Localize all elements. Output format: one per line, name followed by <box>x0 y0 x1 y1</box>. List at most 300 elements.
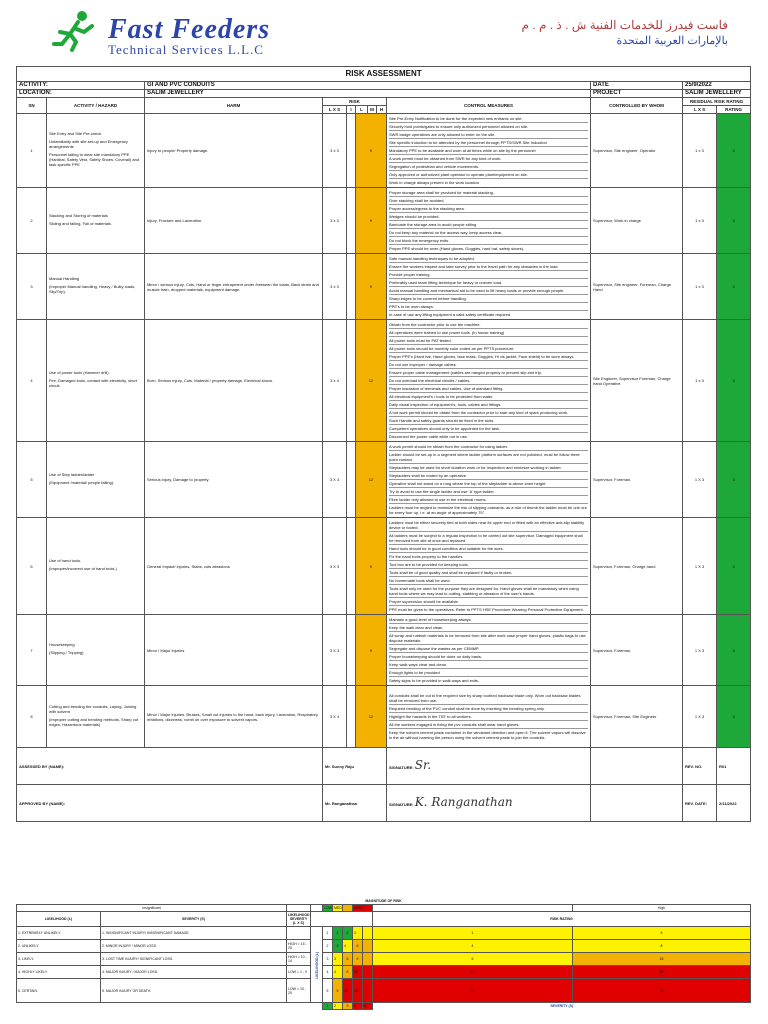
matrix-cell: 6 <box>343 953 353 966</box>
row-harm: General Impact/ injuries, Stabs, cuts abrasions <box>145 518 323 615</box>
activity-line: Use of Step ladder/ladder <box>49 471 95 477</box>
activity-line: Use of hand tools. <box>49 558 82 563</box>
row-activity <box>47 254 145 320</box>
rev-date-value: 2/11/2022 <box>717 785 751 822</box>
row-rating: 3 <box>717 254 751 320</box>
activity-line: (Improper cutting and bending methods, Sharp cut edges, Hazardous materials) <box>49 716 139 727</box>
matrix-severity: 5. MAJOR INJURY OR DEATH. <box>101 979 287 1003</box>
row-score: 12 <box>356 686 387 748</box>
matrix-severity: 1. INSIGNIFICANT INJURY/ INSIGNIFICANT DAMAGE. <box>101 927 287 940</box>
likelihood-head: LIKELIHOOD (L) <box>17 912 101 927</box>
bottom-3: 3 <box>343 1003 353 1010</box>
risk-matrix <box>16 898 751 1010</box>
row-controls <box>387 320 591 442</box>
control-line: All the workers engaged in fixing the pvc conduits shall wear hand gloves. <box>389 721 588 729</box>
row-lxs: 3 x 3 <box>323 254 347 320</box>
location-value: SALIM JEWELLERY <box>145 90 591 98</box>
band-mid <box>343 905 353 912</box>
row-harm: Minor / serious injury, Cuts, Hand or finger entrapment under /between the loads, Back strain and muscle train, dropped materials, equipment damage. <box>145 254 323 320</box>
row-activity <box>47 114 145 188</box>
band-high: HIGH <box>353 905 373 912</box>
control-line: Over stacking shall be avoided. <box>389 197 588 205</box>
control-line: A work permit should be obtain from the contractor for using ladder. <box>389 443 588 451</box>
control-line: PPE must be given to the operatives. Refer to PPTS HSE Procedure Wearing Personal Protective Equipment. <box>389 607 584 612</box>
activity-line: Sliding and falling, Fall of materials. <box>49 220 112 226</box>
risk-assessment-table <box>16 66 751 822</box>
control-line: Security hold points/gates to ensure only authorized personnel allowed on site. <box>389 123 588 131</box>
control-line: Preferably used team lifting technique for heavy or uneven load. <box>389 279 588 287</box>
activity-line: Use of power tools (Hammer drill). <box>49 370 110 375</box>
date-label: DATE <box>591 82 683 90</box>
control-line: Ensure proper cable management (cables are hanged properly to prevent slip and trip. <box>389 369 588 377</box>
activity-line: Unfamiliarity with site set-up and Emergency arrangements <box>49 139 128 149</box>
control-line: All operatives were trained to use power tools. (In house training) <box>389 329 588 337</box>
control-line: Proper access/egress to the stacking area. <box>389 205 588 213</box>
row-rating: 3 <box>717 114 751 188</box>
control-line: All conduits shall be cut to the required size by sharp toothed hacksaw blade only. Worn out hacksaw blades shall be removed from use. <box>389 692 588 705</box>
activity-line: Manual Handling <box>49 276 80 281</box>
row-controls <box>387 114 591 188</box>
matrix-band: LOW = 10 - 20 <box>287 979 311 1003</box>
matrix-cell-extra <box>363 953 373 966</box>
rr-head-spacer <box>373 905 573 912</box>
matrix-cell: 2 <box>333 940 343 953</box>
rr-left: 12 <box>373 966 573 979</box>
col-residual: RESIDUAL RISK RATING <box>683 98 751 106</box>
row-lxs: 3 x 3 <box>323 114 347 188</box>
row-harm: Burn, Serious injury, Cuts, Material / property damage, Electrical shock. <box>145 320 323 442</box>
control-line: Sharp edges to be covered before handling. <box>389 295 588 303</box>
location-label: LOCATION: <box>17 90 145 98</box>
matrix-blank <box>311 912 373 927</box>
row-by-whom: Supervisor, Site engineer, Operator <box>591 114 683 188</box>
rr-left: 1 <box>373 927 573 940</box>
row-i <box>347 615 356 686</box>
matrix-index: 1 <box>323 927 333 940</box>
matrix-band <box>287 927 311 940</box>
row-res-lxs: 1 X 3 <box>683 518 717 615</box>
control-line: A work permit must be obtained from SWR for any kind of work. <box>389 155 588 163</box>
control-line: Competent operatives should only to be appointed for the task. <box>389 425 588 433</box>
col-harm: HARM <box>145 98 323 114</box>
control-line: Such Handle and safety guards should be fixed in the tools. <box>389 417 588 425</box>
matrix-likelihood: 2. UNLIKELY. <box>17 940 101 953</box>
rr-left: 4 <box>373 940 573 953</box>
signature-label-text: SIGNATURE: <box>389 764 414 770</box>
row-harm: Minor / Major Injuries <box>145 615 323 686</box>
activity-line: (Improper/incorrect use of hand tools.) <box>49 566 117 571</box>
row-i <box>347 518 356 615</box>
matrix-severity: 3. LOST TIME INJURY/ SIGNIFICANT LOSS. <box>101 953 287 966</box>
row-by-whom: Supervisor, Site engineer, Foreman, Charge Hand <box>591 254 683 320</box>
row-lxs: 3 X 4 <box>323 686 347 748</box>
control-line: Proper PPE's (Hard hat, Hand gloves, face mask, Goggles, Hi vis jacket, Face shield) to be worn always. <box>389 353 588 361</box>
row-i <box>347 686 356 748</box>
control-line: Ensure the workers inspect and take survey prior to the travel path for any obstacles in the load. <box>389 263 588 271</box>
row-i <box>347 320 356 442</box>
row-res-lxs: 1 X 3 <box>683 686 717 748</box>
matrix-cell: 12 <box>353 966 363 979</box>
matrix-row <box>17 979 751 1003</box>
activity-label: ACTIVITY: <box>17 82 145 90</box>
matrix-band: HIGH = 15 - 25 <box>287 940 311 953</box>
arabic-name: فاست فيدرز للخدمات الفنية ش . ذ . م . م <box>521 18 728 32</box>
assessed-label: ASSESSED BY (NAME): <box>17 748 323 785</box>
row-sn: 2 <box>17 188 47 254</box>
score-head: LIKELIHOOD SEVERITY (L X S) <box>288 913 310 925</box>
letterhead <box>0 0 768 58</box>
row-controls <box>387 442 591 518</box>
matrix-cell-extra <box>363 966 373 979</box>
matrix-likelihood: 3. LIKELY. <box>17 953 101 966</box>
row-i <box>347 254 356 320</box>
row-by-whom: Supervisor, Foreman, Site Engineer <box>591 686 683 748</box>
matrix-cell: 3 <box>353 927 363 940</box>
matrix-cell: 15 <box>353 979 363 1003</box>
control-line: Proper PPE should be worn (Hand gloves, Goggles, hard hat, safety shoes). <box>389 246 525 251</box>
row-lxs: 3 x 3 <box>323 188 347 254</box>
col-sn: SN <box>17 98 47 114</box>
bottom-5: 5 <box>363 1003 373 1010</box>
rev-date-label: REV. DATE: <box>683 785 717 822</box>
control-line: Do not keep any material on the access way, keep access clear. <box>389 229 588 237</box>
arabic-name-2: بالإمارات العربية المتحدة <box>616 35 728 47</box>
activity-line: Site Entry and Site Pre-check <box>49 131 102 136</box>
table-row <box>17 615 751 686</box>
row-activity <box>47 686 145 748</box>
row-sn: 5 <box>17 442 47 518</box>
rr-right: 25 <box>573 979 751 1003</box>
rr-right: 8 <box>573 940 751 953</box>
row-res-lxs: 1 X 3 <box>683 615 717 686</box>
rev-no-value: R01 <box>717 748 751 785</box>
col-activity: ACTIVITY / HAZARD <box>47 98 145 114</box>
matrix-cell-extra <box>363 927 373 940</box>
row-controls <box>387 188 591 254</box>
page-title: RISK ASSESSMENT <box>17 67 751 82</box>
control-line: Highlight the hazards in the TBT to all workers. <box>389 713 588 721</box>
row-harm: Serious injury, Damage to property. <box>145 442 323 518</box>
control-line: Disconnect the power cable while not in use. <box>389 434 468 439</box>
spacer-1 <box>591 748 683 785</box>
control-line: Ladder should be set-up in a segment where ladder platform surfaces are not polished, must be follow three point contact. <box>389 451 588 464</box>
col-res-lxs: L X S <box>683 106 717 114</box>
control-line: Hand tools should be in good condition and suitable for the work. <box>389 545 588 553</box>
bottom-2: 2 <box>333 1003 343 1010</box>
hazard-rows <box>17 114 751 748</box>
row-by-whom: Supervisor, Work in charge <box>591 188 683 254</box>
control-line: Mandatory PPE to be available and worn at all times while on site by the personnel <box>389 147 588 155</box>
activity-line: Housekeeping <box>49 642 75 647</box>
row-score: 9 <box>356 114 387 188</box>
project-value: SALIM JEWELLERY <box>683 90 751 98</box>
activity-value: GI AND PVC CONDUITS <box>145 82 591 90</box>
matrix-index: 4 <box>323 966 333 979</box>
col-risk: RISK <box>323 98 387 106</box>
control-line: No homemade tools shall be used. <box>389 577 588 585</box>
control-line: Operative shall not stand on a rung where the top of the stepladder is above knee height. <box>389 480 588 488</box>
band-low: LOW <box>324 906 332 910</box>
row-by-whom: Site Engineer, Supervisor Foreman, Charge hand Operative. <box>591 320 683 442</box>
row-activity <box>47 442 145 518</box>
approved-label: APPROVED BY (NAME): <box>17 785 323 822</box>
row-activity <box>47 320 145 442</box>
signature-label-text: SIGNATURE: <box>389 801 414 807</box>
matrix-cell: 6 <box>353 940 363 953</box>
row-rating: 3 <box>717 188 751 254</box>
score-head-blank-2 <box>311 905 323 912</box>
row-sn: 3 <box>17 254 47 320</box>
table-row <box>17 320 751 442</box>
bottom-spacer <box>17 1003 311 1010</box>
assessed-name: Mr. Sunny Raju <box>323 748 387 785</box>
severity-axis: SEVERITY (S) <box>550 1004 574 1009</box>
row-score: 12 <box>356 442 387 518</box>
row-harm: Injury to people/ Property damage. <box>145 114 323 188</box>
control-line: Stepladders shall be footed by an operative. <box>389 472 588 480</box>
score-head-blank <box>287 905 311 912</box>
signature-label-2 <box>387 785 591 822</box>
control-line: Do not block the emergency exits. <box>389 237 588 245</box>
control-line: Ladders must be either securely tied at both sides near its upper end or fitted with an effective anti-slip stability device or footed. <box>389 519 588 532</box>
row-rating: 3 <box>717 686 751 748</box>
row-activity <box>47 615 145 686</box>
row-res-lxs: 1 x 3 <box>683 320 717 442</box>
matrix-cell: 2 <box>343 927 353 940</box>
row-i <box>347 188 356 254</box>
control-line: Avoid manual handling and mechanical aid to be used to lift heavy loads or provide enough people. <box>389 287 588 295</box>
control-line: Site Pre-Entry Notification to be done for the expected new entrants on site. <box>389 115 588 123</box>
matrix-row <box>17 953 751 966</box>
matrix-severity: 2. MINOR INJURY / MINOR LOSS. <box>101 940 287 953</box>
control-line: Wedges should be provided. <box>389 213 588 221</box>
insignificant-label: Insignificant <box>17 905 287 912</box>
bottom-1: 1 <box>323 1003 333 1010</box>
matrix-row <box>17 966 751 979</box>
row-sn: 6 <box>17 518 47 615</box>
row-i <box>347 114 356 188</box>
matrix-cell: 10 <box>343 979 353 1003</box>
control-line: Ladders must be angled to minimize the risk of slipping outwards, as a rule of thumb the ladder must be one out for every four up, i.e. at an angle of approximately 75°. <box>389 505 587 515</box>
activity-line: (Equipment /material/ people falling). <box>49 479 115 485</box>
control-line: Do not overload the electrical circuits / cables. <box>389 377 588 385</box>
row-controls <box>387 254 591 320</box>
control-line: Daily visual inspection of equipment's, tools, cables and fittings. <box>389 401 588 409</box>
row-lxs: 3 X 3 <box>323 615 347 686</box>
row-controls <box>387 615 591 686</box>
matrix-likelihood: 4. HIGHLY LIKELY. <box>17 966 101 979</box>
col-m: M <box>368 106 377 114</box>
col-i: I <box>347 106 356 114</box>
control-line: All electrical equipment's / tools to be protected from water. <box>389 393 588 401</box>
control-line: Segregation of pedestrian and vehicle movements. <box>389 163 588 171</box>
row-rating: 3 <box>717 518 751 615</box>
matrix-cell: 4 <box>343 940 353 953</box>
table-row <box>17 518 751 615</box>
matrix-index: 5 <box>323 979 333 1003</box>
activity-line: (Improper Manual handling, Heavy / Bulky loads, Slip/Trip). <box>49 284 136 294</box>
control-line: Segregate and dispose the wastes as per CEMMP. <box>389 645 588 653</box>
approved-name: Mr. Ranganathan <box>323 785 387 822</box>
control-line: All power tools must be PAT tested. <box>389 337 588 345</box>
control-line: SWR badge operatives are only allowed to enter on the site. <box>389 131 588 139</box>
activity-line: Fire, Damaged tools, contact with electricity, short circuit. <box>49 378 137 388</box>
bottom-4: 4 <box>353 1003 363 1010</box>
company-logo-name: Fast Feeders <box>108 14 271 45</box>
matrix-severity: 4. MAJOR INJURY / MAJOR LOSS. <box>101 966 287 979</box>
col-rating: RATING <box>717 106 751 114</box>
row-harm: Minor / Major injuries, Bruises, Small cut injuries to the hand, back injury, Laceration, Respiratory irritations, dizziness, vomit on over exposure to solvent vapors. <box>145 686 323 748</box>
activity-line: Stacking and Storing of materials <box>49 212 108 218</box>
control-line: PPE's to be worn always. <box>389 303 588 311</box>
table-row <box>17 686 751 748</box>
row-score: 9 <box>356 615 387 686</box>
row-res-lxs: 1 x 3 <box>683 254 717 320</box>
control-line: A hot work permit should be obtain from the contractor prior to start any kind of spark producing work. <box>389 409 588 417</box>
control-line: Keep the solvent cement paste container in the windward direction and open it. The solvent vapors will dissolve in the air without harming the person using the solvent cement paste to join the conduits. <box>389 730 586 740</box>
row-controls <box>387 518 591 615</box>
rr-head: RISK RATING <box>373 912 751 927</box>
matrix-cell: 5 <box>333 979 343 1003</box>
matrix-cell-extra <box>363 979 373 1003</box>
row-sn: 8 <box>17 686 47 748</box>
severity-head: SEVERITY (S) <box>101 912 287 927</box>
rr-left: 15 <box>373 979 573 1003</box>
control-line: Only approved or authorized plant operator to operate plant/equipment on site. <box>389 171 588 179</box>
matrix-cell: 9 <box>353 953 363 966</box>
row-rating: 3 <box>717 615 751 686</box>
row-score: 9 <box>356 188 387 254</box>
rr-left: 6 <box>373 953 573 966</box>
row-res-lxs: 1 x 3 <box>683 188 717 254</box>
matrix-likelihood: 5. CERTAIN. <box>17 979 101 1003</box>
matrix-cell: 4 <box>333 966 343 979</box>
control-line: Barricade the storage area to avoid people sitting. <box>389 221 588 229</box>
row-lxs: 3 X 4 <box>323 442 347 518</box>
spacer-2 <box>591 785 683 822</box>
band-med: MED <box>334 906 342 910</box>
col-by-whom: CONTROLLED BY WHOM <box>591 98 683 114</box>
matrix-cell: 8 <box>343 966 353 979</box>
control-line: Fibre ladder only allowed to use in the electrical rooms. <box>389 496 588 504</box>
row-by-whom: Supervisor, Foreman, Charge hand <box>591 518 683 615</box>
activity-line: Personnel failing to wear site mandatory PPE (Hardhat, Safety Vest, Safety Shoes, Coverall) and task specific PPE <box>49 152 140 167</box>
row-sn: 7 <box>17 615 47 686</box>
control-line: Obtain from the contractor prior to use the machine. <box>389 321 588 329</box>
rr-right: 5 <box>573 927 751 940</box>
bottom-spacer-2 <box>311 1003 323 1010</box>
row-activity <box>47 518 145 615</box>
row-rating: 3 <box>717 320 751 442</box>
runner-logo-icon <box>52 10 98 52</box>
row-score: 9 <box>356 518 387 615</box>
table-row <box>17 114 751 188</box>
control-line: Tool box are to be provided for keeping tools. <box>389 561 588 569</box>
rev-no-label: REV. NO. <box>683 748 717 785</box>
row-res-lxs: 1 X 3 <box>683 442 717 518</box>
matrix-title: MAGNITUDE OF RISK <box>365 899 402 903</box>
date-value: 25/9/2022 <box>683 82 751 90</box>
row-activity <box>47 188 145 254</box>
matrix-index: 2 <box>323 940 333 953</box>
signature-2: K. Ranganathan <box>414 794 513 809</box>
rr-right: 15 <box>573 953 751 966</box>
col-lxs: L X S <box>323 106 347 114</box>
matrix-band: LOW = 1 - 9 <box>287 966 311 979</box>
control-line: Proper supervision should be available. <box>389 598 588 606</box>
matrix-index: 3 <box>323 953 333 966</box>
control-line: All power tools should be monthly color coded as per PPTS procedure. <box>389 345 588 353</box>
row-by-whom: Supervisor, Foreman. <box>591 442 683 518</box>
rr-right: 20 <box>573 966 751 979</box>
matrix-band: HIGH = 10 - 14 <box>287 953 311 966</box>
company-logo-sub: Technical Services L.L.C <box>108 42 264 57</box>
col-l: L <box>356 106 368 114</box>
row-sn: 1 <box>17 114 47 188</box>
control-line: In case of use any lifting equipment a valid safety certificate required. <box>389 312 512 317</box>
row-harm: Injury, Fracture and Laceration. <box>145 188 323 254</box>
row-lxs: 3 x 4 <box>323 320 347 442</box>
row-i <box>347 442 356 518</box>
control-line: Work in charge always present in the work location <box>389 180 479 185</box>
matrix-cell: 3 <box>333 953 343 966</box>
control-line: Required bending of the PVC conduit shall be done by inserting the bending spring only. <box>389 705 588 713</box>
matrix-cell-extra <box>363 940 373 953</box>
control-line: Tools shall be of good quality and shall be replaced if faulty or broken. <box>389 569 588 577</box>
control-line: Site specific induction to be attended by the personnel through PPTS/SWR Site Induction <box>389 139 588 147</box>
high-label: High <box>573 905 751 912</box>
row-lxs: 3 X 3 <box>323 518 347 615</box>
control-line: Safety signs to be provided in walk ways and exits. <box>389 678 480 683</box>
row-controls <box>387 686 591 748</box>
control-line: Keep the walk clear and clean. <box>389 624 588 632</box>
likelihood-axis: LIKELIHOOD (L) <box>311 927 323 1003</box>
matrix-row <box>17 940 751 953</box>
row-score: 9 <box>356 254 387 320</box>
row-by-whom: Supervisor, Foreman. <box>591 615 683 686</box>
signature-label-1 <box>387 748 591 785</box>
table-row <box>17 188 751 254</box>
control-line: Proper housekeeping should be done on daily basis. <box>389 653 588 661</box>
row-res-lxs: 1 x 3 <box>683 114 717 188</box>
table-row <box>17 442 751 518</box>
matrix-likelihood: 1. EXTREMELY UNLIKELY. <box>17 927 101 940</box>
control-line: Try to avoid to use the single ladder and use 'A' type ladder. <box>389 488 588 496</box>
control-line: Provide proper training. <box>389 271 588 279</box>
table-row <box>17 254 751 320</box>
control-line: Do not use improper / damage cables. <box>389 361 588 369</box>
control-line: All scrap and rubbish materials to be removed from site after work case proper hand gloves, plastic bags to use dispose materials. <box>389 632 588 645</box>
matrix-cell: 1 <box>333 927 343 940</box>
control-line: Keep walk ways clear and clean. <box>389 661 588 669</box>
control-line: Proper insulation of terminals and cables, Use of standard fitting. <box>389 385 588 393</box>
control-line: Fix the hand tools properly to the handles. <box>389 553 588 561</box>
control-line: Maintain a good level of housekeeping always. <box>389 616 588 624</box>
control-line: Proper storage area shall be provided for material stacking. <box>389 189 588 197</box>
activity-line: (Slipping / Tripping) <box>49 650 84 655</box>
control-line: Enough lights to be provided <box>389 669 588 677</box>
control-line: Safe manual handling techniques to be adopted. <box>389 255 588 263</box>
matrix-row <box>17 927 751 940</box>
control-line: All ladders must be subject to a regular inspection to be carried out site supervisor. Damaged equipment shall be removed from site at once and replaced. <box>389 532 588 545</box>
signature-1: Sr. <box>414 757 432 772</box>
col-controls: CONTROL MEASURES <box>387 98 591 114</box>
control-line: Stepladders may be used for short duration work or for inspection and minimize working in ladder. <box>389 464 588 472</box>
row-score: 12 <box>356 320 387 442</box>
matrix-rows <box>17 927 751 1003</box>
row-sn: 4 <box>17 320 47 442</box>
col-h: H <box>377 106 387 114</box>
